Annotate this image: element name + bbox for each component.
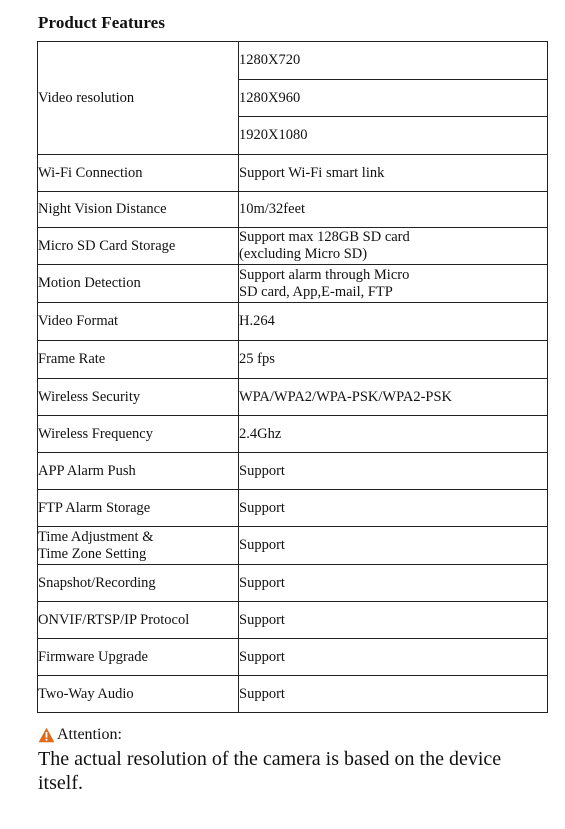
table-row — [38, 155, 548, 192]
table-row — [38, 416, 548, 453]
feature-value: Support Wi-Fi smart link — [239, 155, 548, 192]
feature-label: Wi-Fi Connection — [38, 155, 239, 192]
table-row — [38, 379, 548, 416]
warning-icon — [38, 727, 55, 743]
feature-value: Support — [239, 490, 548, 527]
attention-label: Attention: — [57, 726, 122, 743]
feature-label: Firmware Upgrade — [38, 639, 239, 676]
feature-value: 1280X960 — [239, 80, 548, 117]
feature-label: Frame Rate — [38, 341, 239, 379]
table-row — [38, 676, 548, 713]
features-table — [37, 41, 548, 713]
feature-value: 25 fps — [239, 341, 548, 379]
feature-label: FTP Alarm Storage — [38, 490, 239, 527]
feature-label: Wireless Frequency — [38, 416, 239, 453]
feature-label: Snapshot/Recording — [38, 565, 239, 602]
feature-label: Two-Way Audio — [38, 676, 239, 713]
feature-value: WPA/WPA2/WPA-PSK/WPA2-PSK — [239, 379, 548, 416]
feature-label: Motion Detection — [38, 265, 239, 303]
section-title: Product Features — [38, 13, 166, 32]
value-line: (excluding Micro SD) — [239, 246, 368, 262]
value-line: Support alarm through Micro — [239, 266, 410, 283]
table-row — [38, 192, 548, 228]
table-row — [38, 228, 548, 265]
feature-value: 10m/32feet — [239, 192, 548, 228]
label-line: Time Adjustment & — [38, 528, 154, 545]
table-row — [38, 453, 548, 490]
feature-value: 1280X720 — [239, 42, 548, 80]
attention-text: The actual resolution of the camera is based on the device itself. — [38, 748, 502, 794]
table-row — [38, 602, 548, 639]
feature-label — [38, 527, 239, 565]
feature-value: Support — [239, 453, 548, 490]
feature-label: Wireless Security — [38, 379, 239, 416]
table-row — [38, 639, 548, 676]
feature-label: Night Vision Distance — [38, 192, 239, 228]
label-line: Time Zone Setting — [38, 545, 147, 562]
table-row — [38, 490, 548, 527]
feature-value: Support — [239, 602, 548, 639]
feature-label: Video Format — [38, 303, 239, 341]
table-row — [38, 527, 548, 565]
feature-value: Support — [239, 565, 548, 602]
feature-label: APP Alarm Push — [38, 453, 239, 490]
feature-value — [239, 228, 548, 265]
feature-value: Support — [239, 639, 548, 676]
table-row — [38, 42, 548, 80]
table-row — [38, 341, 548, 379]
feature-label: ONVIF/RTSP/IP Protocol — [38, 602, 239, 639]
feature-label: Video resolution — [38, 42, 239, 155]
feature-value — [239, 265, 548, 303]
attention-heading — [38, 726, 122, 744]
value-line: SD card, App,E-mail, FTP — [239, 283, 393, 300]
table-row — [38, 303, 548, 341]
feature-value: 2.4Ghz — [239, 416, 548, 453]
feature-label: Micro SD Card Storage — [38, 228, 239, 265]
table-row — [38, 565, 548, 602]
table-row — [38, 265, 548, 303]
value-line: Support max 128GB SD card — [239, 229, 410, 245]
feature-value: H.264 — [239, 303, 548, 341]
feature-value: Support — [239, 527, 548, 565]
feature-value: Support — [239, 676, 548, 713]
feature-value: 1920X1080 — [239, 117, 548, 155]
